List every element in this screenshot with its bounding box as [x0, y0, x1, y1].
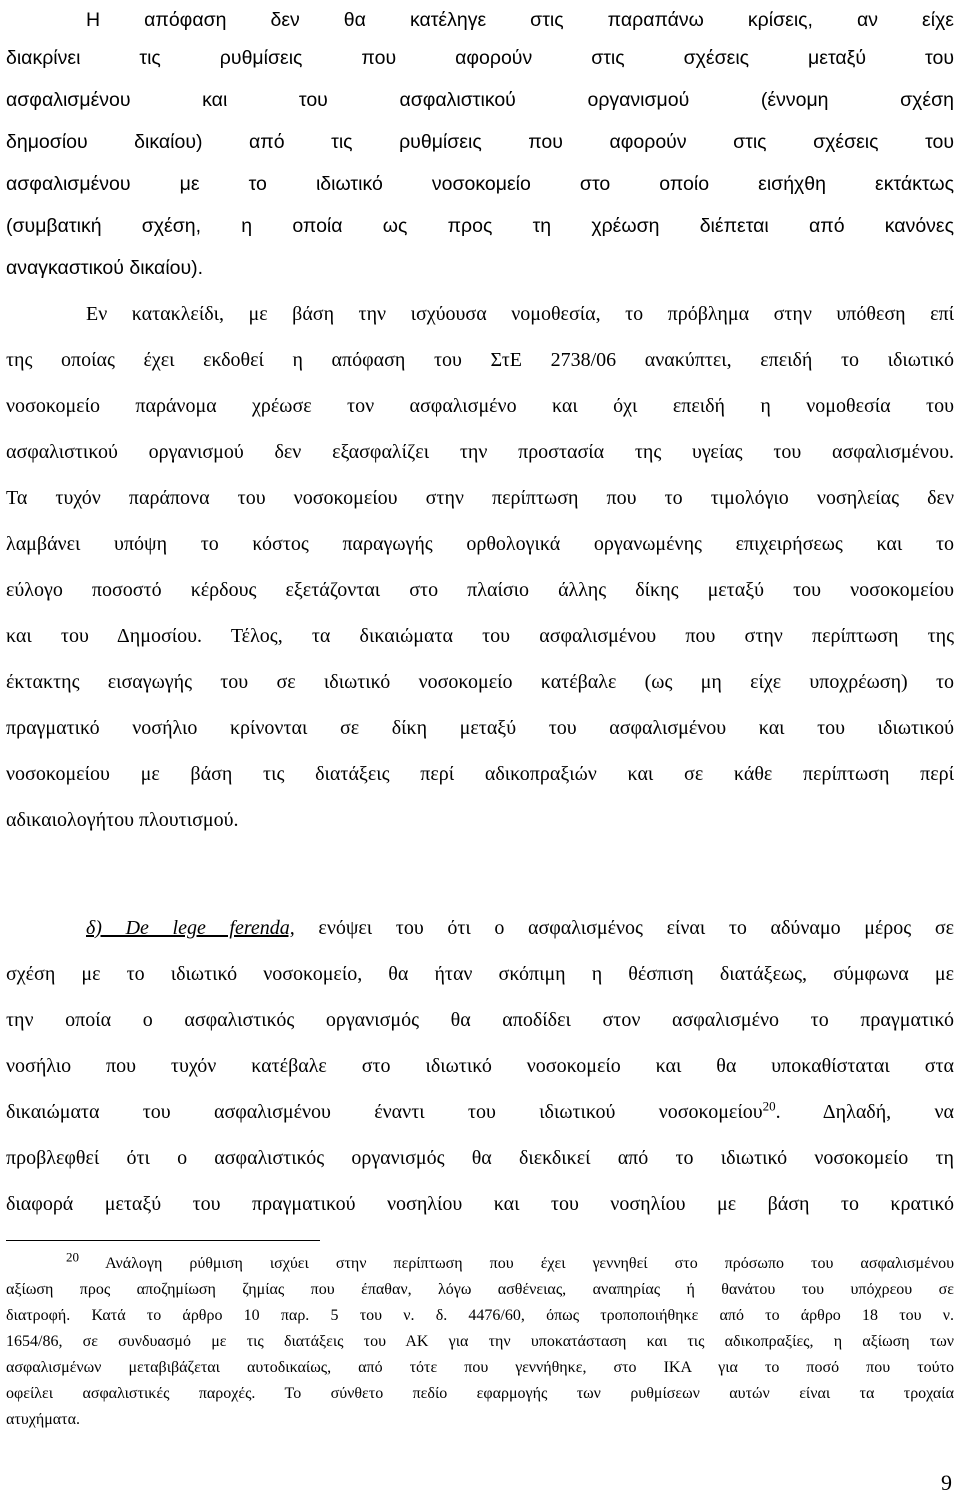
footnote-line: διατροφή. Κατά το άρθρο 10 παρ. 5 του ν. δ. 4476/60, όπως τροποποιήθηκε από το άρθρο 18 του ν. — [6, 1307, 954, 1324]
footnote-separator — [6, 1240, 320, 1241]
text-line: αδικαιολογήτου πλουτισμού. — [6, 809, 239, 831]
text-line: εύλογο ποσοστό κέρδους εξετάζονται στο πλαίσιο άλλης δίκης μεταξύ του νοσοκομείου — [6, 579, 954, 601]
text-span: . Δηλαδή, να — [775, 1101, 954, 1123]
footnote-number: 20 — [66, 1249, 79, 1265]
text-line: πραγματικό νοσήλιο κρίνονται σε δίκη μεταξύ του ασφαλισμένου και του ιδιωτικού — [6, 717, 954, 739]
text-line: διακρίνει τις ρυθμίσεις που αφορούν στις σχέσεις μεταξύ του — [6, 47, 954, 69]
text-line: ασφαλισμένου με το ιδιωτικό νοσοκομείο στο οποίο εισήχθη εκτάκτως — [6, 173, 954, 195]
text-line: (συμβατική σχέση, η οποία ως προς τη χρέωση διέπεται από κανόνες — [6, 215, 954, 237]
text-line: νοσοκομείο παράνομα χρέωσε τον ασφαλισμένο και όχι επειδή η νομοθεσία του — [6, 395, 954, 417]
text-line: ασφαλισμένου και του ασφαλιστικού οργανισμού (έννομη σχέση — [6, 89, 954, 111]
text-line: ασφαλιστικού οργανισμού δεν εξασφαλίζει την προστασία της υγείας του ασφαλισμένου. — [6, 441, 954, 463]
text-line: Η απόφαση δεν θα κατέληγε στις παραπάνω κρίσεις, αν είχε — [86, 9, 954, 31]
footnote-line — [66, 1249, 955, 1274]
text-line: λαμβάνει υπόψη το κόστος παραγωγής ορθολογικά οργανωμένης επιχειρήσεως και το — [6, 533, 954, 555]
footnote-reference[interactable]: 20 — [762, 1098, 776, 1114]
section-heading: δ) De lege ferenda, — [86, 917, 295, 939]
text-line — [6, 1100, 954, 1124]
text-line: νοσήλιο που τυχόν κατέβαλε στο ιδιωτικό νοσοκομείο και θα υποκαθίσταται στα — [6, 1055, 954, 1077]
text-line: δημοσίου δικαίου) από τις ρυθμίσεις που αφορούν στις σχέσεις του — [6, 131, 954, 153]
text-line: Εν κατακλείδι, με βάση την ισχύουσα νομοθεσία, το πρόβλημα στην υπόθεση επί — [86, 303, 954, 325]
footnote-line: ατυχήματα. — [6, 1411, 80, 1428]
page-number: 9 — [941, 1470, 952, 1495]
text-line: σχέση με το ιδιωτικό νοσοκομείο, θα ήταν σκόπιμη η θέσπιση διατάξεως, σύμφωνα με — [6, 963, 954, 985]
text-line: της οποίας έχει εκδοθεί η απόφαση του ΣτΕ 2738/06 ανακύπτει, επειδή το ιδιωτικό — [6, 349, 954, 371]
text-line: έκτακτης εισαγωγής του σε ιδιωτικό νοσοκομείο κατέβαλε (ως μη είχε υποχρέωση) το — [6, 671, 954, 693]
footnote-line: ασφαλισμένων μεταβιβάζεται αυτοδικαίως, από τότε που γεννήθηκε, στο ΙΚΑ για το ποσό που τούτο — [6, 1359, 954, 1376]
text-span: ενόψει του ότι ο ασφαλισμένος είναι το αδύναμο μέρος σε — [318, 917, 955, 939]
text-line: προβλεφθεί ότι ο ασφαλιστικός οργανισμός θα διεκδικεί από το ιδιωτικό νοσοκομείο τη — [6, 1147, 954, 1169]
text-line: αναγκαστικού δικαίου). — [6, 257, 204, 279]
footnote-line: οφείλει ασφαλιστικές παροχές. Το σύνθετο πεδίο εφαρμογής των ρυθμίσεων αυτών είναι τα τροχαία — [6, 1385, 954, 1402]
footnote-line: 1654/86, σε συνδυασμό με τις διατάξεις του ΑΚ για την υποκατάσταση και τις αδικοπραξίες, η αξίωση των — [6, 1333, 954, 1350]
footnote-text: Ανάλογη ρύθμιση ισχύει στην περίπτωση που έχει γεννηθεί στο πρόσωπο του ασφαλισμένου — [105, 1255, 955, 1272]
text-line — [86, 916, 954, 940]
text-line: διαφορά μεταξύ του πραγματικού νοσηλίου και του νοσηλίου με βάση το κρατικό — [6, 1193, 954, 1215]
footnote-line: αξίωση προς αποζημίωση ζημίας που έπαθαν, λόγω ασθένειας, αναπηρίας ή θανάτου του υπόχρεου σε — [6, 1281, 954, 1298]
text-line: την οποία ο ασφαλιστικός οργανισμός θα αποδίδει στον ασφαλισμένο το πραγματικό — [6, 1009, 954, 1031]
text-span: δικαιώματα του ασφαλισμένου έναντι του ιδιωτικού νοσοκομείου — [6, 1101, 763, 1123]
text-line: Τα τυχόν παράπονα του νοσοκομείου στην περίπτωση που το τιμολόγιο νοσηλείας δεν — [6, 487, 954, 509]
text-line: και του Δημοσίου. Τέλος, τα δικαιώματα του ασφαλισμένου που στην περίπτωση της — [6, 625, 954, 647]
text-line: νοσοκομείου με βάση τις διατάξεις περί αδικοπραξιών και σε κάθε περίπτωση περί — [6, 763, 954, 785]
